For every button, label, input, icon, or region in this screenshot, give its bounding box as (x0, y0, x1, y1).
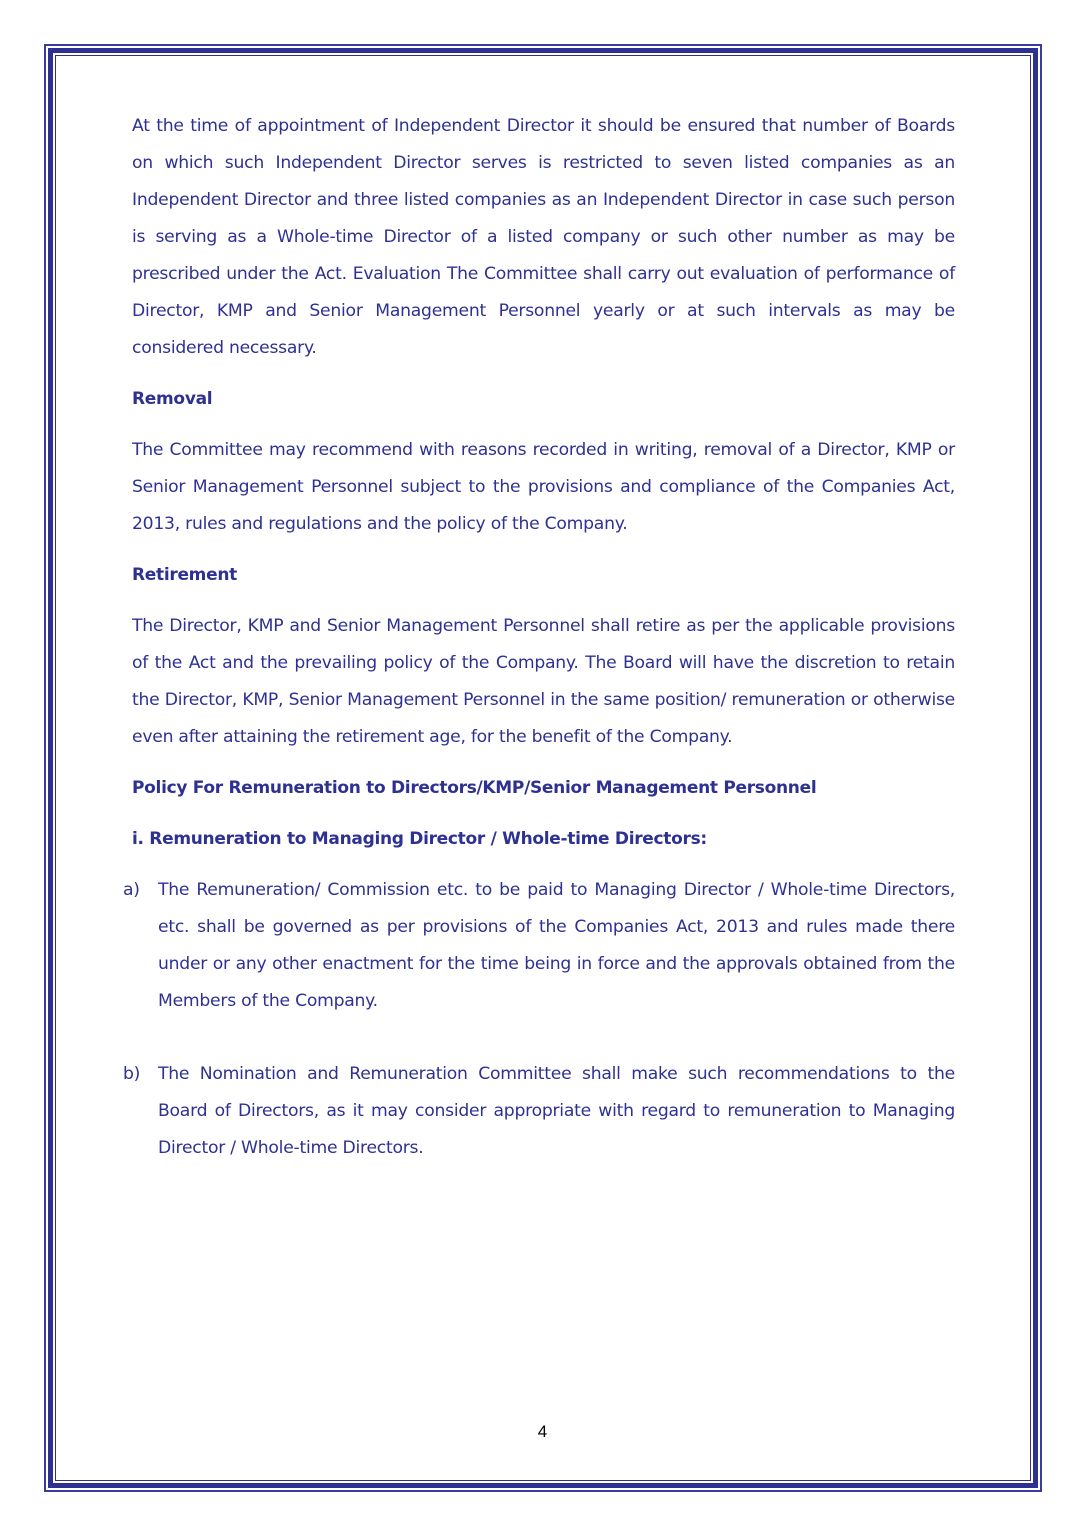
page-content (123, 108, 955, 1167)
intro-paragraph: At the time of appointment of Independent Director it should be ensured that number of Boards on which such Independent Director serves is restricted to seven listed companies as an Independent Director and three listed companies as an Independent Director in case such person is serving as a Whole-time Director of a listed company or such other number as may be prescribed under the Act. Evaluation The Committee shall carry out evaluation of performance of Director, KMP and Senior Management Personnel yearly or at such intervals as may be considered necessary. (132, 116, 955, 358)
section-body-removal: The Committee may recommend with reasons recorded in writing, removal of a Director, KMP or Senior Management Personnel subject to the provisions and compliance of the Companies Act, 2013, rules and regulations and the policy of the Company. (132, 440, 955, 534)
section-removal (132, 381, 955, 543)
list-marker-a: a) (123, 880, 140, 900)
list-item-a (123, 872, 955, 1020)
list-item-b (123, 1056, 955, 1167)
list-text-a: The Remuneration/ Commission etc. to be paid to Managing Director / Whole-time Directors, etc. shall be governed as per provisions of the Companies Act, 2013 and rules made there under or any other enactment for the time being in force and the approvals obtained from the Members of the Company. (158, 880, 955, 1011)
list-text-b: The Nomination and Remuneration Committee shall make such recommendations to the Board of Directors, as it may consider appropriate with regard to remuneration to Managing Director / Whole-time Directors. (158, 1064, 955, 1158)
section-body-retirement: The Director, KMP and Senior Management Personnel shall retire as per the applicable provisions of the Act and the prevailing policy of the Company. The Board will have the discretion to retain the Director, KMP, Senior Management Personnel in the same position/ remuneration or otherwise even after attaining the retirement age, for the benefit of the Company. (132, 616, 955, 747)
section-heading-removal: Removal (132, 389, 213, 409)
remuneration-subheading: i. Remuneration to Managing Director / Whole-time Directors: (132, 829, 707, 849)
section-retirement (132, 557, 955, 756)
page-number: 4 (537, 1422, 548, 1441)
section-heading-retirement: Retirement (132, 565, 237, 585)
policy-heading: Policy For Remuneration to Directors/KMP/Senior Management Personnel (132, 778, 817, 798)
list-marker-b: b) (123, 1064, 141, 1084)
